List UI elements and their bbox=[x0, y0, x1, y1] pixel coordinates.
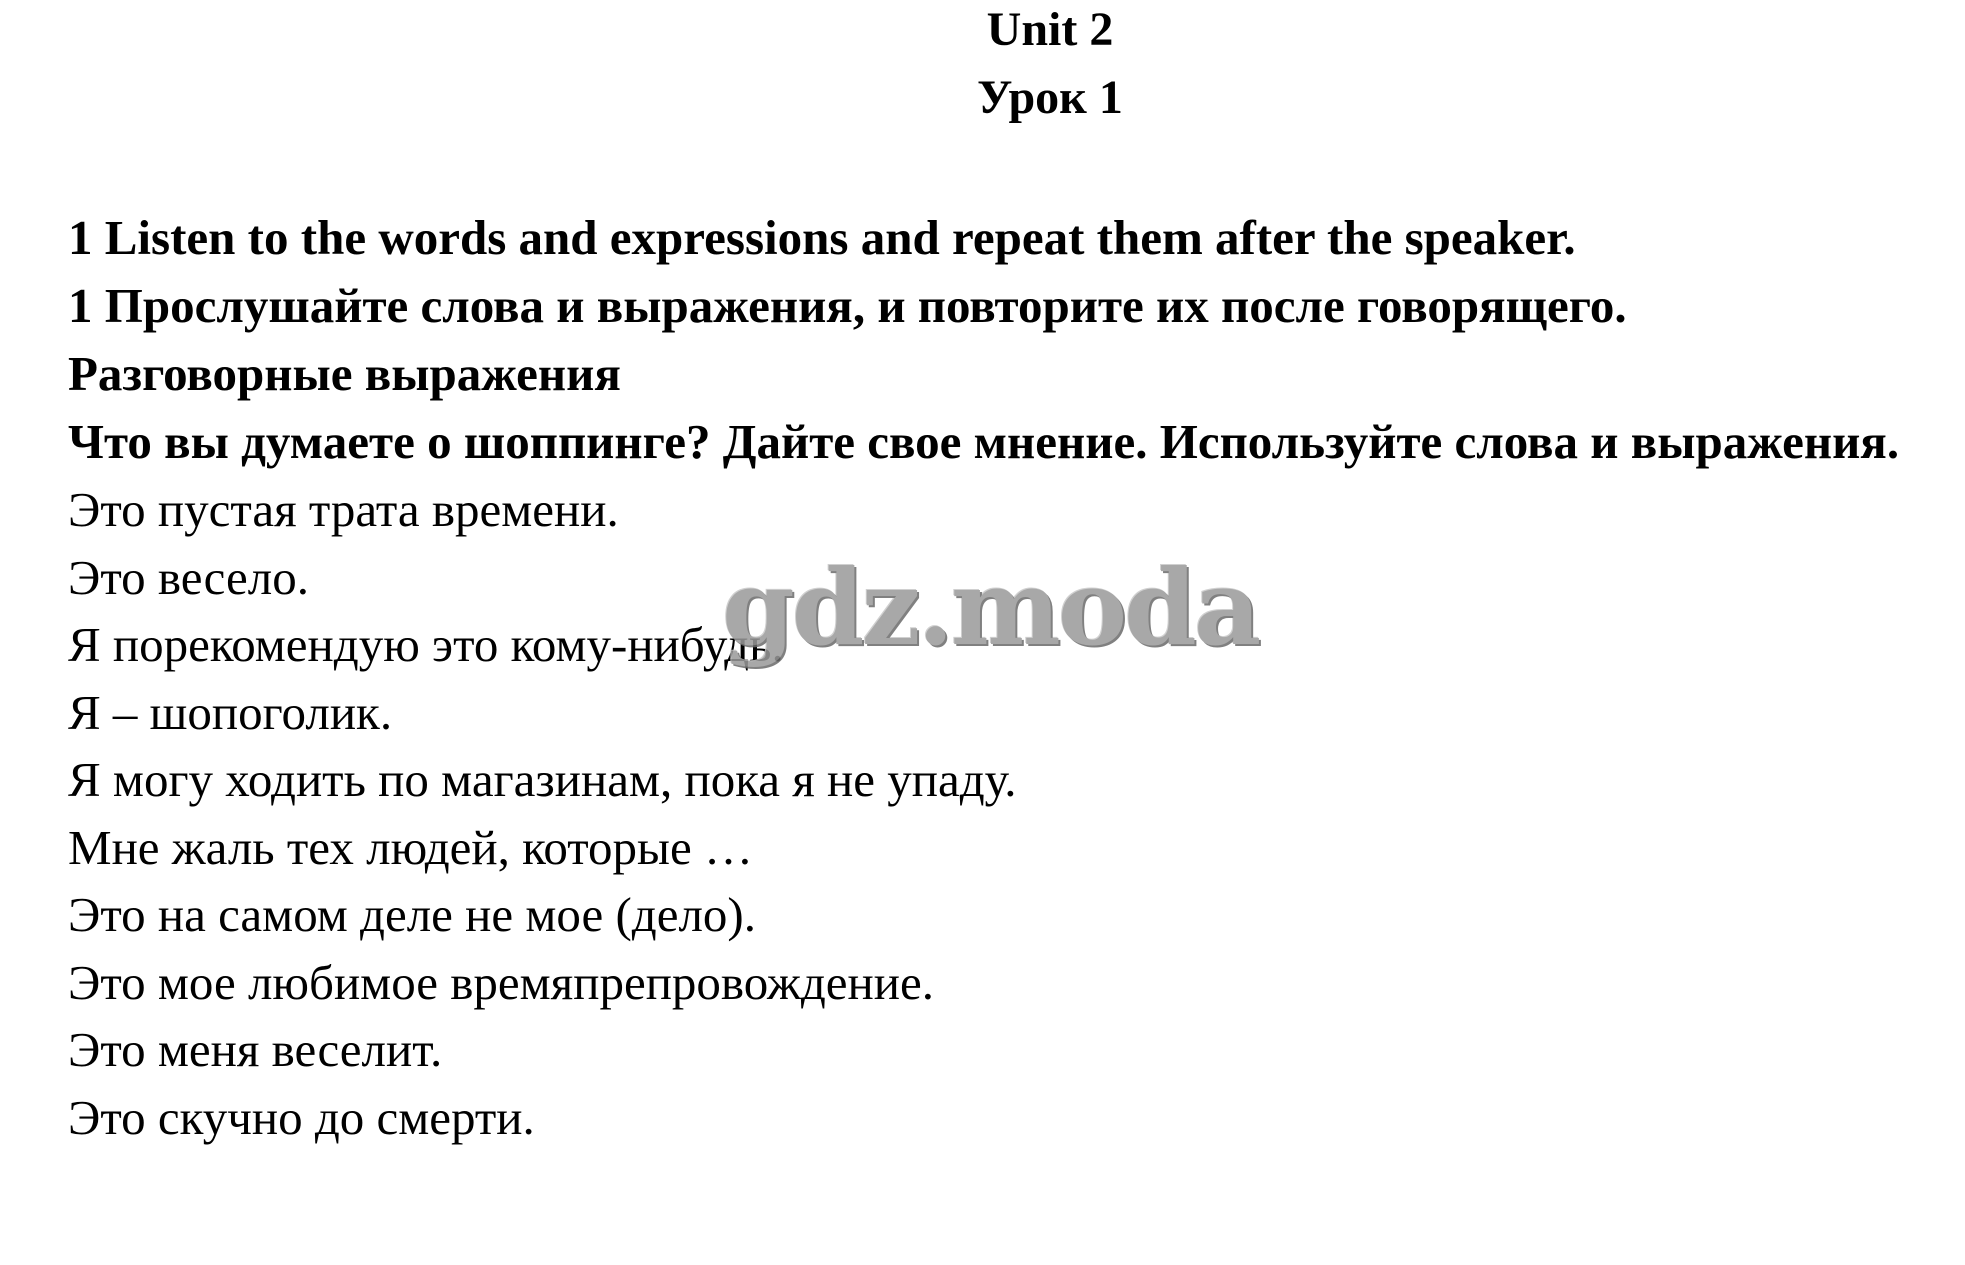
phrase-list bbox=[68, 476, 1958, 1151]
watermark-logo: gdz.moda bbox=[722, 546, 1259, 669]
instruction-english: 1 Listen to the words and expressions and repeat them after the speaker. bbox=[68, 210, 1576, 265]
phrase-item: Это мое любимое времяпрепровождение. bbox=[68, 954, 934, 1010]
phrase-item: Я – шопоголик. bbox=[68, 684, 393, 740]
phrase-item: Это скучно до смерти. bbox=[68, 1089, 535, 1145]
exercise-content bbox=[68, 204, 1958, 1151]
lesson-title: Урок 1 bbox=[977, 71, 1123, 124]
phrase-item: Я могу ходить по магазинам, пока я не упаду. bbox=[68, 752, 1017, 807]
instruction-russian: 1 Прослушайте слова и выражения, и повторите их после говорящего. bbox=[68, 278, 1627, 333]
task-question: Что вы думаете о шоппинге? Дайте свое мнение. Используйте слова и выражения. bbox=[68, 414, 1900, 469]
phrase-item: Это меня веселит. bbox=[68, 1022, 443, 1077]
section-title: Разговорные выражения bbox=[68, 346, 621, 401]
phrase-item: Это весело. bbox=[68, 549, 309, 605]
phrase-item: Мне жаль тех людей, которые … bbox=[68, 819, 753, 875]
unit-title: Unit 2 bbox=[986, 3, 1114, 56]
phrase-item: Я порекомендую это кому-нибудь. bbox=[68, 617, 784, 672]
phrase-item: Это пустая трата времени. bbox=[68, 482, 619, 537]
phrase-item: Это на самом деле не мое (дело). bbox=[68, 887, 756, 942]
